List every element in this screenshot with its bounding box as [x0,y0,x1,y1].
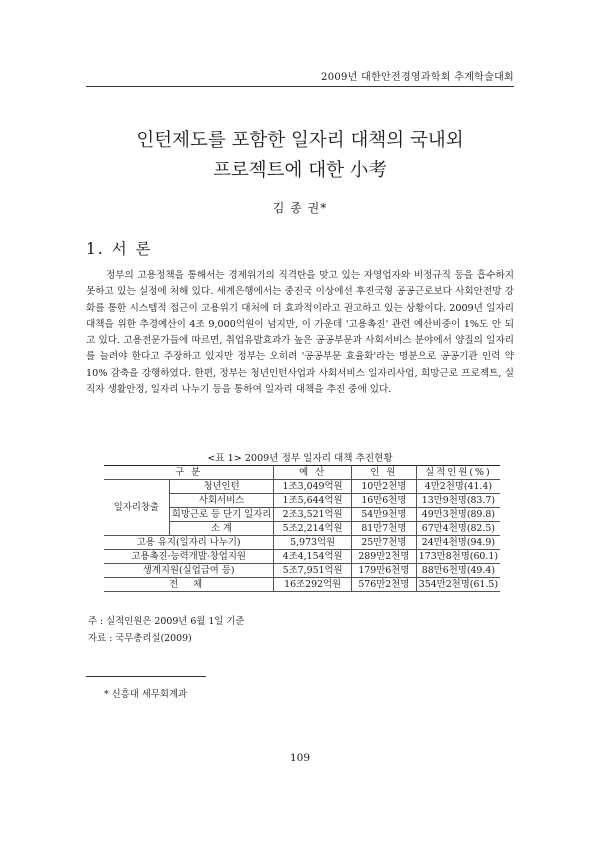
table-cell: 4조4,154억원 [274,550,352,564]
budget-table [104,465,500,592]
table-row [104,564,500,578]
table-cell: 289만2천명 [351,550,416,564]
table-cell: 173만8천명(60.1) [416,550,500,564]
table-cell: 25만7천명 [351,536,416,550]
paper-title-line2: 프로젝트에 대한 小考 [213,160,387,181]
table-cell: 10만2천명 [351,480,416,494]
body-paragraph: 정부의 고용정책을 통해서는 경제위기의 직격탄을 맞고 있는 자영업자와 비정규직 등을 흡수하지 못하고 있는 실정에 처해 있다. 세계은행에서는 중진국 이상에선 후진국형 공공근로보다 사회안전망 강화를 통한 시스템적 접근이 고용위기 대처에 더 효과적이라고 권고하고 있는 상황이다. 2009년 일자리 대책을 위한 추경예산이 4조 9,000억원이 넘지만, 이 가운데 '고용촉진' 관련 예산비중이 1%도 안 되고 있다. 고용전문가들에 따르면, 취업유발효과가 높은 공공부문과 사회서비스 분야에서 양질의 일자리를 늘려야 한다고 주장하고 있지만 정부는 오히려 '공공부문 효율화'라는 명분으로 공공기관 인력 약 10% 감축을 강행하였다. 한편, 정부는 청년인턴사업과 사회서비스 일자리사업, 희망근로 프로젝트, 실직자 생활안정, 일자리 나누기 등을 통하여 일자리 대책을 추진 중에 있다. [86,270,514,396]
header-rule [86,86,514,87]
paper-title-line1: 인턴제도를 포함한 일자리 대책의 국내외 [136,130,464,151]
table-cell: 고용 유지(일자리 나누기) [104,536,274,550]
table-row [104,536,500,550]
author-name: 김 종 권* [272,201,328,215]
table-source: 자료 : 국무총리실(2009) [88,633,192,644]
table-cell: 54만9천명 [351,508,416,522]
table-cell: 전 체 [104,578,274,592]
table-cell: 5조7,951억원 [274,564,352,578]
table-cell: 생계지원(실업급여 등) [104,564,274,578]
table-caption: <표 1> 2009년 정부 일자리 대책 추진현황 [207,453,393,464]
footnote: * 신흥대 세무회계과 [104,689,188,700]
table-cell: 소 계 [169,522,274,536]
table-row [104,550,500,564]
table-header-cell: 인 원 [351,466,416,480]
footnote-rule [86,676,206,677]
table-cell: 희망근로 등 단기 일자리 [169,508,274,522]
table-header-cell: 예 산 [274,466,352,480]
table-cell: 24만4천명(94.9) [416,536,500,550]
table-header-cell: 실적인원(%) [416,466,500,480]
table-header-cell: 구 분 [104,466,274,480]
table-cell: 49만3천명(89.8) [416,508,500,522]
table-row [104,480,500,494]
table-cell: 16조292억원 [274,578,352,592]
table-cell: 1조3,049억원 [274,480,352,494]
table-note: 주 : 실적인원은 2009년 6월 1일 기준 [88,616,245,627]
table-cell: 67만4천명(82.5) [416,522,500,536]
table-cell: 16만6천명 [351,494,416,508]
table-total-row [104,578,500,592]
table-cell: 고용촉진·능력개발·창업지원 [104,550,274,564]
table-cell: 5조2,214억원 [274,522,352,536]
table-cell: 사회서비스 [169,494,274,508]
table-cell: 88만6천명(49.4) [416,564,500,578]
table-cell: 576만2천명 [351,578,416,592]
paper-title [60,126,540,186]
table-group-label: 일자리창출 [104,480,169,536]
table-cell: 179만6천명 [351,564,416,578]
table-cell: 2조3,521억원 [274,508,352,522]
table-cell: 354만2천명(61.5) [416,578,500,592]
running-header: 2009년 대한안전경영과학회 추계학술대회 [321,72,514,83]
page-number: 109 [289,752,311,764]
table-header-row [104,466,500,480]
table-cell: 5,973억원 [274,536,352,550]
table-cell: 13만9천명(83.7) [416,494,500,508]
section-heading: 1. 서 론 [86,240,153,258]
table-cell: 4만2천명(41.4) [416,480,500,494]
table-cell: 청년인턴 [169,480,274,494]
table-cell: 81만7천명 [351,522,416,536]
table-cell: 1조5,644억원 [274,494,352,508]
